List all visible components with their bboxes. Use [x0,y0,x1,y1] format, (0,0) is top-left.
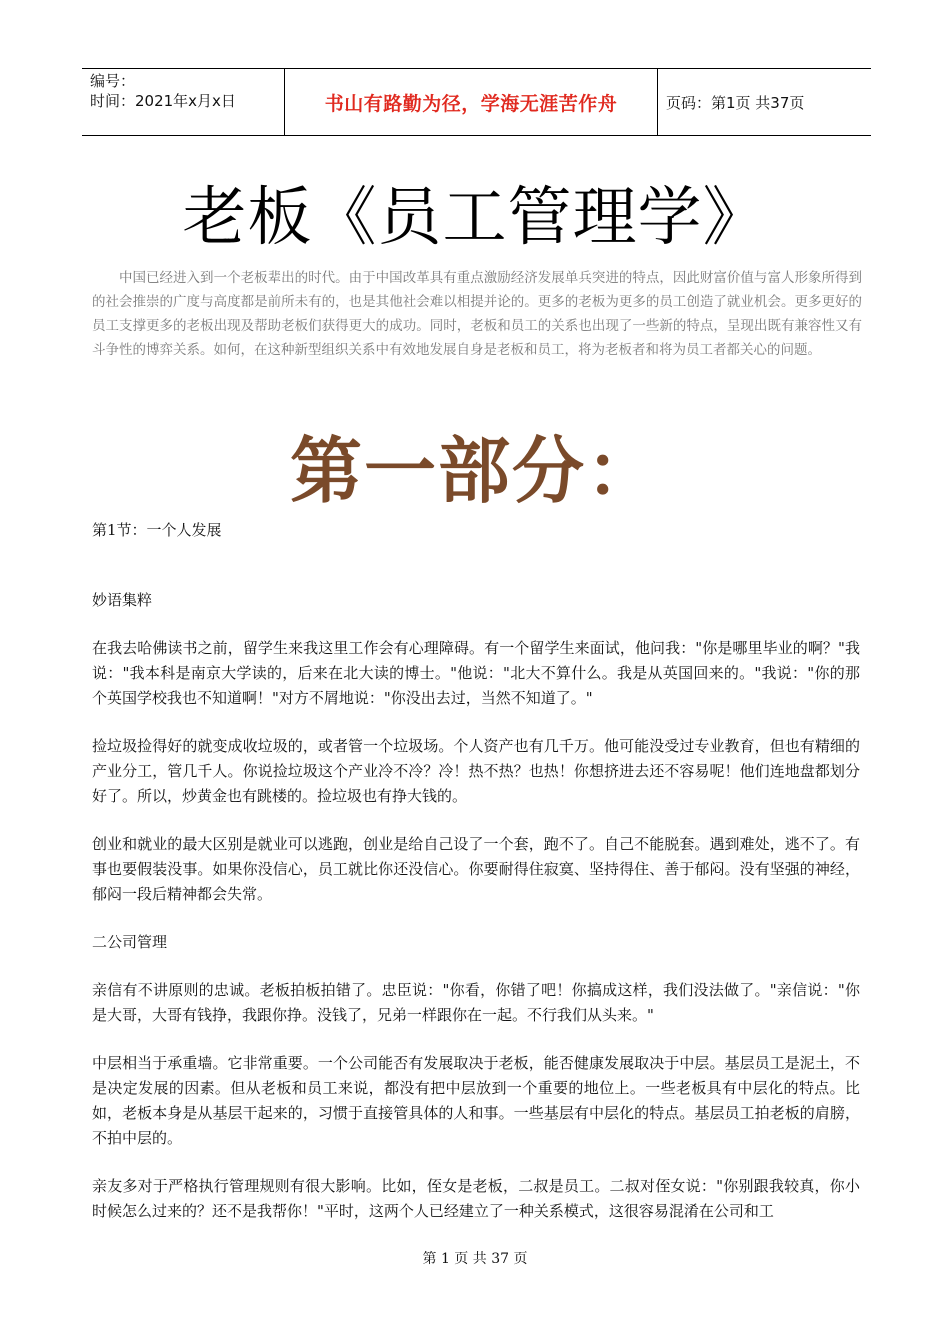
part-title: 第一部分： [289,428,660,513]
body-paragraph: 亲信有不讲原则的忠诚。老板拍板拍错了。忠臣说："你看，你错了吧！你搞成这样，我们没法做了。"亲信说："你是大哥，大哥有钱挣，我跟你挣。没钱了，兄弟一样跟你在一起。不行我们从头来。" [92,981,860,1024]
body-paragraph: 在我去哈佛读书之前，留学生来我这里工作会有心理障碍。有一个留学生来面试，他问我："你是哪里毕业的啊？"我说："我本科是南京大学读的，后来在北大读的博士。"他说："北大不算什么。我是从英国回来的。"我说："你的那个英国学校我也不知道啊！"对方不屑地说："你没出去过，当然不知道了。" [92,639,860,707]
subheading-quotes: 妙语集粹 [92,591,153,609]
body-paragraph: 创业和就业的最大区别是就业可以逃跑，创业是给自己设了一个套，跑不了。自己不能脱套。遇到难处，逃不了。有事也要假装没事。如果你没信心，员工就比你还没信心。你要耐得住寂寞、坚持得住、善于郁闷。没有坚强的神经，郁闷一段后精神都会失常。 [92,835,860,903]
subheading-company-management: 二公司管理 [92,933,168,951]
intro-paragraph: 中国已经进入到一个老板辈出的时代。由于中国改革具有重点激励经济发展单兵突进的特点，因此财富价值与富人形象所得到的社会推崇的广度与高度都是前所未有的，也是其他社会难以相提并论的。更多的老板为更多的员工创造了就业机会。更多更好的员工支撑更多的老板出现及帮助老板们获得更大的成功。同时，老板和员工的关系也出现了一些新的特点，呈现出既有兼容性又有斗争性的博弈关系。如何，在这种新型组织关系中有效地发展自身是老板和员工，将为老板者和将为员工者都关心的问题。 [92,270,862,358]
document-number-label: 编号： [90,72,136,90]
body-paragraph: 亲友多对于严格执行管理规则有很大影响。比如，侄女是老板，二叔是员工。二叔对侄女说："你别跟我较真，你小时候怎么过来的？还不是我帮你！"平时，这两个人已经建立了一种关系模式，这很容易混淆在公司和工 [92,1177,860,1220]
document-title: 老板《员工管理学》 [182,181,768,255]
body-paragraph: 中层相当于承重墙。它非常重要。一个公司能否有发展取决于老板，能否健康发展取决于中层。基层员工是泥土，不是决定发展的因素。但从老板和员工来说，都没有把中层放到一个重要的地位上。一些老板具有中层化的特点。比如，老板本身是从基层干起来的，习惯于直接管具体的人和事。一些基层有中层化的特点。基层员工拍老板的肩膀，不拍中层的。 [92,1054,860,1147]
body-paragraph: 捡垃圾捡得好的就变成收垃圾的，或者管一个垃圾场。个人资产也有几千万。他可能没受过专业教育，但也有精细的产业分工，管几千人。你说捡垃圾这个产业冷不冷？冷！热不热？也热！你想挤进去还不容易呢！他们连地盘都划分好了。所以，炒黄金也有跳楼的。捡垃圾也有挣大钱的。 [92,737,860,805]
header-page-cell [658,69,871,135]
header-page-info: 页码：第1页 共37页 [666,93,805,112]
header-table [82,68,871,136]
header-motto-cell [284,69,658,135]
header-motto: 书山有路勤为径，学海无涯苦作舟 [324,92,618,115]
document-body [92,518,860,1247]
page-footer: 第 1 页 共 37 页 [422,1251,528,1267]
document-date-label: 时间：2021年x月x日 [90,92,236,110]
section-title: 第1节：一个人发展 [92,521,222,539]
header-meta-cell [82,69,284,135]
